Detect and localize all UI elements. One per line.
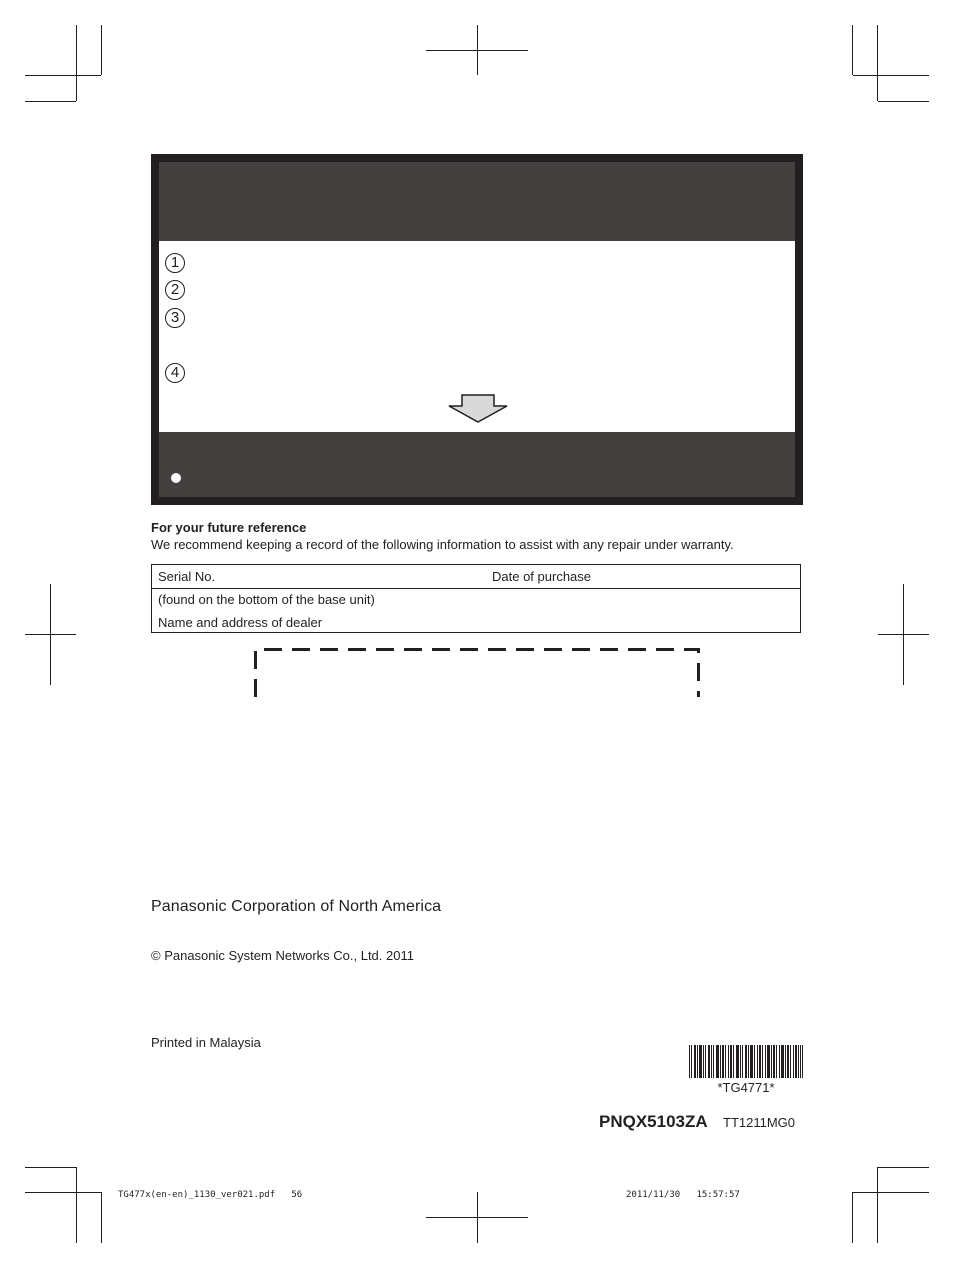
instruction-panel	[151, 154, 803, 505]
table-divider	[152, 588, 800, 589]
crop-mark-line	[76, 1167, 77, 1243]
crop-mark-line	[852, 25, 853, 75]
crop-mark-line	[101, 25, 102, 75]
model-number: PNQX5103ZA	[599, 1112, 708, 1131]
barcode	[689, 1045, 803, 1078]
crop-mark-line	[25, 1192, 101, 1193]
crop-mark-line	[853, 75, 929, 76]
printed-in: Printed in Malaysia	[151, 1035, 261, 1050]
serial-location-note: (found on the bottom of the base unit)	[158, 592, 375, 607]
print-file-info: TG477x(en-en)_1130_ver021.pdf 56	[118, 1190, 303, 1200]
crop-mark-line	[853, 1192, 929, 1193]
crop-mark-line	[101, 1192, 102, 1243]
serial-label: Serial No.	[158, 569, 216, 584]
panel-header	[159, 162, 795, 241]
crop-mark-line	[878, 1167, 929, 1168]
company-name: Panasonic Corporation of North America	[151, 898, 442, 915]
date-of-purchase-label: Date of purchase	[492, 569, 592, 584]
reference-title: For your future reference	[151, 520, 307, 535]
panel-footer	[159, 432, 795, 497]
panel-body	[159, 241, 795, 432]
crop-mark-line	[852, 1192, 853, 1243]
crop-mark-line	[477, 25, 478, 75]
bullet-icon	[171, 473, 181, 483]
reference-text: We recommend keeping a record of the following information to assist with any repair under warranty.	[151, 537, 734, 552]
model-code: TT1211MG0	[723, 1115, 796, 1130]
crop-mark-line	[25, 1167, 76, 1168]
crop-mark-line	[25, 75, 101, 76]
crop-mark-line	[50, 584, 51, 685]
down-arrow-icon	[447, 394, 509, 424]
copyright: © Panasonic System Networks Co., Ltd. 2011	[151, 948, 414, 963]
crop-mark-line	[878, 101, 929, 102]
crop-mark-line	[76, 25, 77, 101]
step-4-number: 4	[165, 363, 185, 383]
crop-mark-line	[25, 101, 76, 102]
crop-mark-line	[477, 1192, 478, 1243]
step-3-number: 3	[165, 308, 185, 328]
crop-mark-line	[877, 25, 878, 101]
crop-mark-line	[877, 1167, 878, 1243]
step-2-number: 2	[165, 280, 185, 300]
step-1-number: 1	[165, 253, 185, 273]
dashed-cut-line	[254, 646, 702, 698]
reference-table	[151, 564, 801, 633]
dealer-label: Name and address of dealer	[158, 615, 323, 630]
crop-mark-line	[903, 584, 904, 685]
print-datetime: 2011/11/30 15:57:57	[626, 1190, 740, 1200]
barcode-text: *TG4771*	[717, 1080, 775, 1095]
